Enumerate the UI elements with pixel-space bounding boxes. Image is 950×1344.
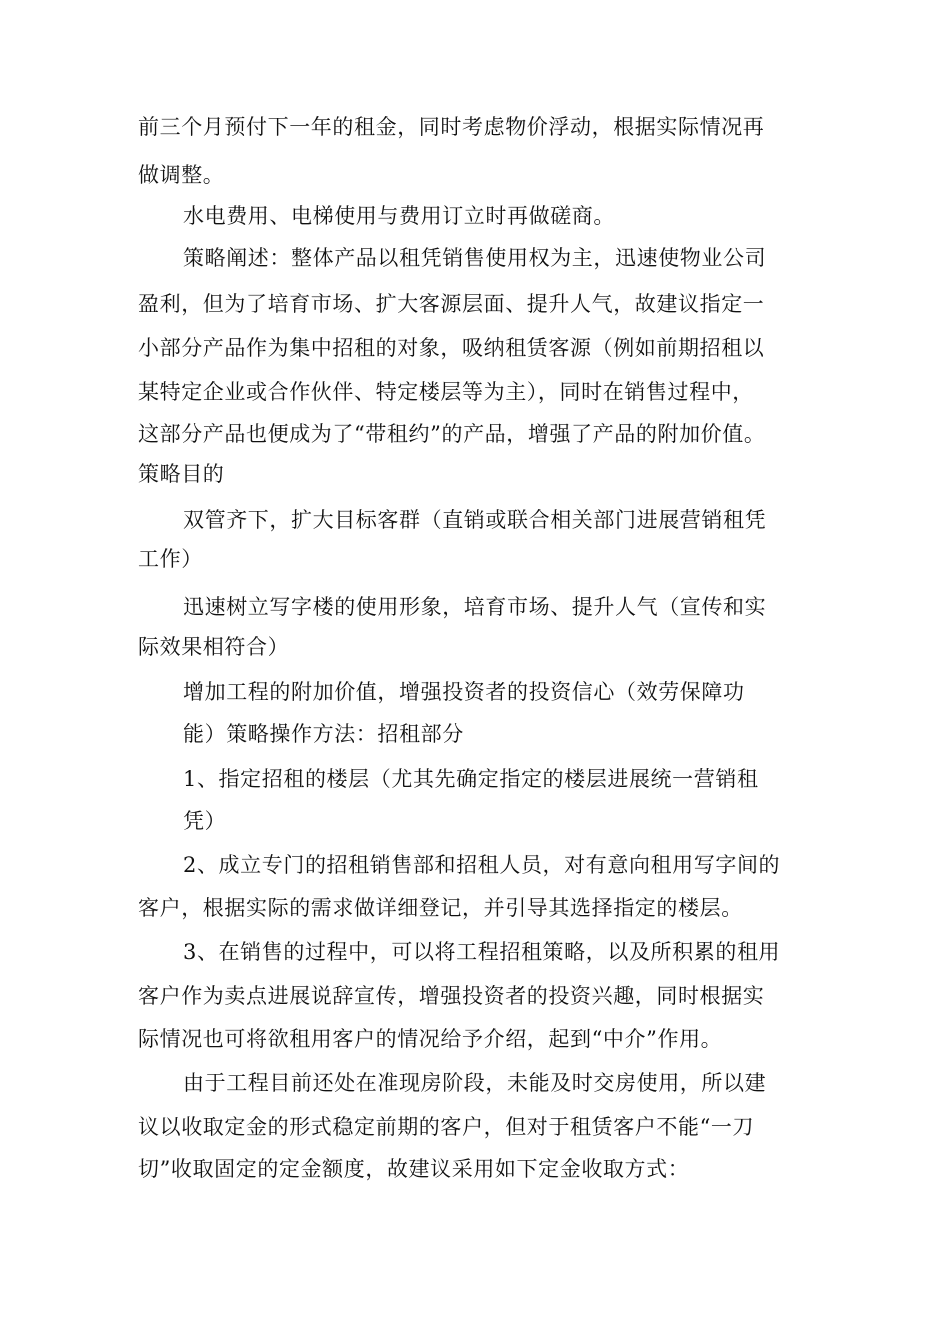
text-line: 某特定企业或合作伙伴、特定楼层等为主），同时在销售过程中， (138, 380, 754, 404)
text-line: 由于工程目前还处在准现房阶段，未能及时交房使用，所以建 (183, 1071, 767, 1095)
text-line: 际效果相符合） (138, 635, 290, 659)
text-line: 策略阐述：整体产品以租凭销售使用权为主，迅速使物业公司 (183, 246, 767, 270)
section-heading: 策略目的 (138, 462, 225, 486)
text-line: 3、在销售的过程中，可以将工程招租策略，以及所积累的租用 (183, 940, 781, 964)
text-line: 迅速树立写字楼的使用形象，培育市场、提升人气（宣传和实 (183, 595, 767, 619)
text-line: 盈利，但为了培育市场、扩大客源层面、提升人气，故建议指定一 (138, 292, 765, 316)
text-line: 前三个月预付下一年的租金，同时考虑物价浮动，根据实际情况再 (138, 115, 765, 139)
text-line: 工作） (138, 547, 203, 571)
text-line: 这部分产品也便成为了“带租约”的产品，增强了产品的附加价值。 (138, 422, 766, 446)
text-line: 水电费用、电梯使用与费用订立时再做磋商。 (183, 204, 615, 228)
text-line: 切”收取固定的定金额度，故建议采用如下定金收取方式： (138, 1157, 690, 1181)
text-line: 双管齐下，扩大目标客群（直销或联合相关部门进展营销租凭 (183, 508, 767, 532)
text-line: 际情况也可将欲租用客户的情况给予介绍，起到“中介”作用。 (138, 1027, 723, 1051)
text-line: 凭） (183, 809, 227, 833)
text-line: 2、成立专门的招租销售部和招租人员，对有意向租用写字间的 (183, 853, 781, 877)
text-line: 增加工程的附加价值，增强投资者的投资信心（效劳保障功 (183, 680, 745, 704)
text-line: 做调整。 (138, 163, 225, 187)
text-line: 小部分产品作为集中招租的对象，吸纳租赁客源（例如前期招租以 (138, 336, 765, 360)
text-line: 能）策略操作方法：招租部分 (183, 722, 464, 746)
text-line: 客户，根据实际的需求做详细登记，并引导其选择指定的楼层。 (138, 896, 743, 920)
text-line: 客户作为卖点进展说辞宣传，增强投资者的投资兴趣，同时根据实 (138, 984, 765, 1008)
text-line: 1、指定招租的楼层（尤其先确定指定的楼层进展统一营销租 (183, 767, 759, 791)
text-line: 议以收取定金的形式稳定前期的客户，但对于租赁客户不能“一刀 (138, 1115, 755, 1139)
